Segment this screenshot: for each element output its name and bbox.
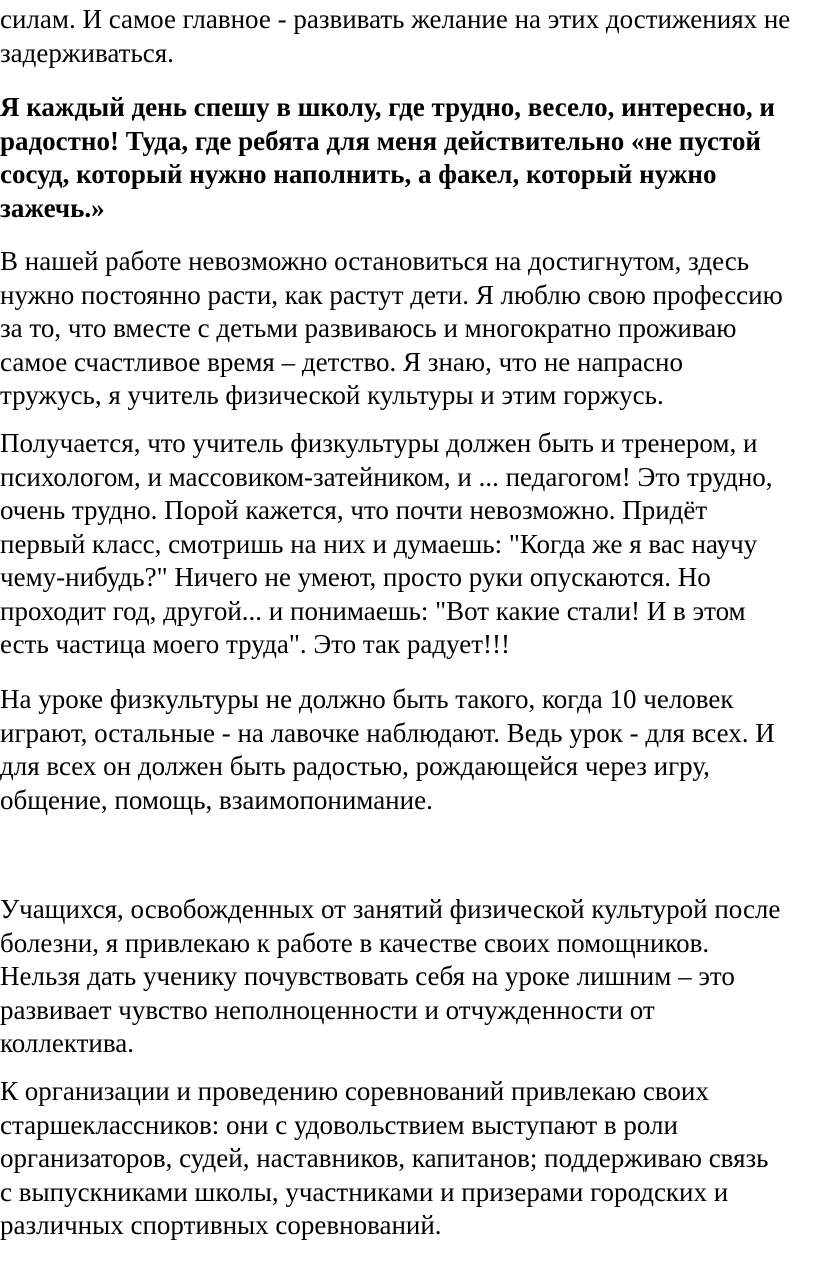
text-line: очень трудно. Порой кажется, что почти невозможно. Придёт (0, 495, 708, 525)
paragraph-1 (0, 3, 816, 70)
text-line: тружусь, я учитель физической культуры и этим горжусь. (0, 380, 664, 410)
text-line: для всех он должен быть радостью, рождающейся через игру, (0, 751, 710, 781)
text-line: общение, помощь, взаимопонимание. (0, 784, 433, 815)
text-line: нужно постоянно расти, как растут дети. Я люблю свою профессию (0, 279, 783, 310)
paragraph-6 (0, 893, 816, 1061)
text-line: самое счастливое время – детство. Я знаю, что не напрасно (0, 346, 683, 377)
text-line: болезни, я привлекаю к работе в качестве своих помощников. (0, 927, 710, 958)
text-line: проходит год, другой... и понимаешь: "Вот какие стали! И в этом (0, 595, 746, 626)
text-line: за то, что вместе с детьми развиваюсь и многократно проживаю (0, 313, 737, 343)
text-line: В нашей работе невозможно остановиться на достигнутом, здесь (0, 246, 750, 276)
text-line: Нельзя дать ученику почувствовать себя на уроке лишним – это (0, 961, 735, 991)
text-line: Учащихся, освобожденных от занятий физической культурой после (0, 894, 781, 924)
paragraph-3 (0, 245, 816, 413)
text-line: есть частица моего труда". Это так радует!!! (0, 629, 510, 659)
text-line: чему-нибудь?" Ничего не умеют, просто руки опускаются. Но (0, 562, 711, 592)
text-line: Я каждый день спешу в школу, где трудно, весело, интересно, и (0, 92, 775, 122)
text-line: развивает чувство неполноценности и отчужденности от (0, 994, 655, 1025)
text-line: К организации и проведению соревнований привлекаю своих (0, 1076, 709, 1106)
paragraph-4 (0, 427, 816, 662)
text-line: задерживаться. (0, 37, 174, 68)
text-line: различных спортивных соревнований. (0, 1210, 442, 1240)
text-line: психологом, и массовиком-затейником, и ... педагогом! Это трудно, (0, 461, 773, 492)
paragraph-2-bold-quote (0, 91, 816, 225)
text-line: старшеклассников: они с удовольствием выступают в роли (0, 1109, 678, 1140)
text-line: зажечь.» (0, 192, 105, 223)
text-line: с выпускниками школы, участниками и призерами городских и (0, 1176, 729, 1207)
text-line: радостно! Туда, где ребята для меня действительно «не пустой (0, 125, 761, 156)
paragraph-5 (0, 683, 816, 817)
text-line: играют, остальные - на лавочке наблюдают. Ведь урок - для всех. И (0, 717, 775, 748)
paragraph-7 (0, 1075, 816, 1243)
text-line: Получается, что учитель физкультуры должен быть и тренером, и (0, 428, 758, 458)
text-line: коллектива. (0, 1028, 134, 1058)
text-line: На уроке физкультуры не должно быть такого, когда 10 человек (0, 684, 734, 714)
text-line: силам. И самое главное - развивать желание на этих достижениях не (0, 4, 791, 34)
text-line: первый класс, смотришь на них и думаешь: "Когда же я вас научу (0, 528, 758, 559)
text-line: организаторов, судей, наставников, капитанов; поддерживаю связь (0, 1143, 769, 1173)
text-line: сосуд, который нужно наполнить, а факел, который нужно (0, 159, 717, 189)
